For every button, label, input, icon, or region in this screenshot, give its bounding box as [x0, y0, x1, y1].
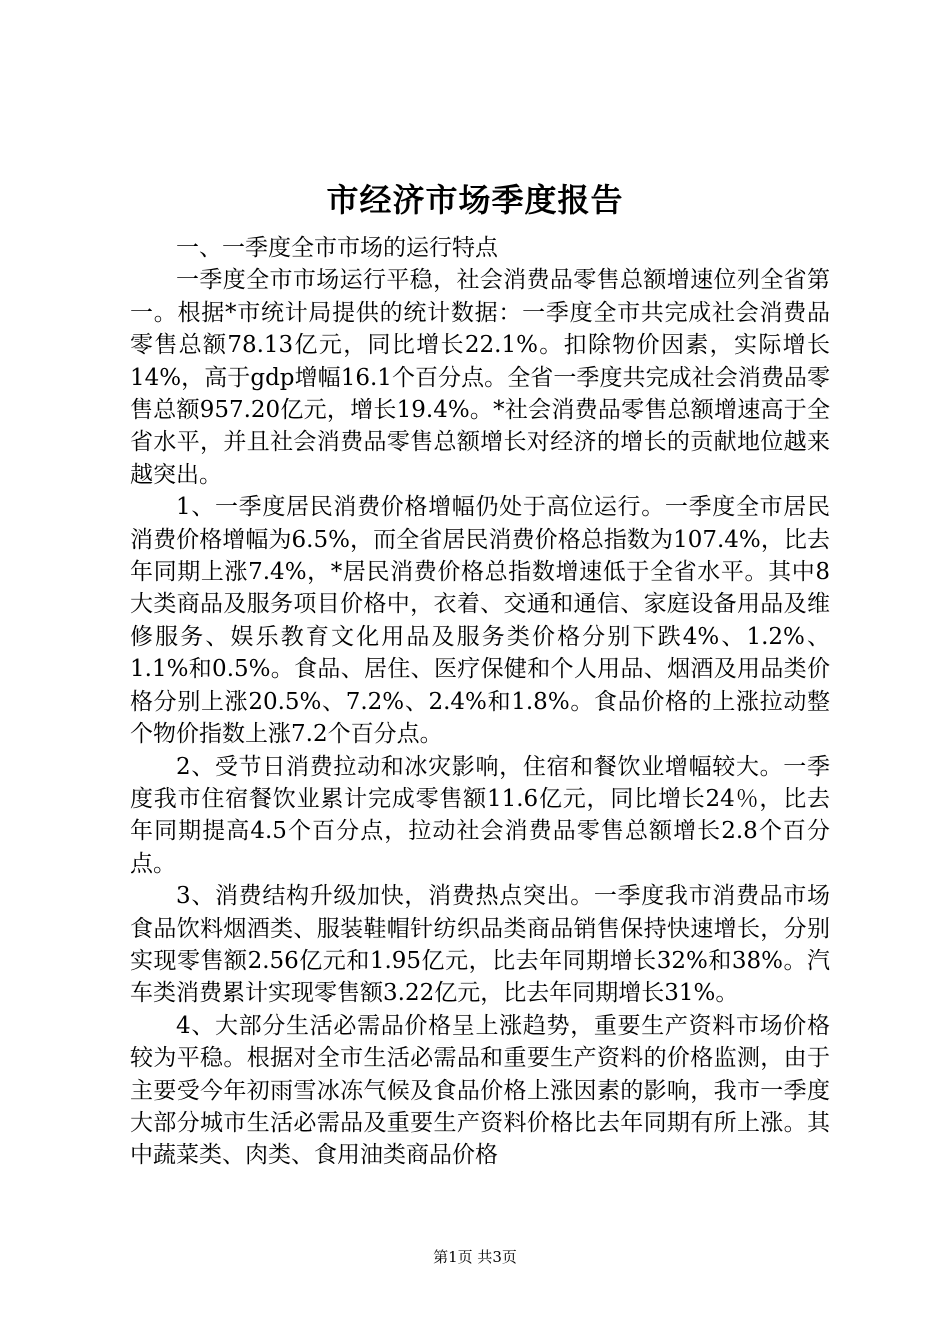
document-title: 市经济市场季度报告: [326, 181, 624, 219]
section-heading: 一、一季度全市市场的运行特点: [176, 235, 498, 261]
page-footer: 第1页 共3页: [433, 1248, 517, 1266]
document-body: [130, 232, 830, 1172]
paragraph-overview: 一季度全市市场运行平稳，社会消费品零售总额增速位列全省第一。根据*市统计局提供的统计数据：一季度全市共完成社会消费品零售总额78.13亿元，同比增长22.1%。扣除物价因素，实际增长14%，高于gdp增幅16.1个百分点。全省一季度共完成社会消费品零售总额957.20亿元，增长19.4%。*社会消费品零售总额增速高于全省水平，并且社会消费品零售总额增长对经济的增长的贡献地位越来越突出。: [130, 267, 830, 488]
paragraph-item-3: 3、消费结构升级加快，消费热点突出。一季度我市消费品市场食品饮料烟酒类、服装鞋帽针纺织品类商品销售保持快速增长，分别实现零售额2.56亿元和1.95亿元，比去年同期增长32%和38%。汽车类消费累计实现零售额3.22亿元，比去年同期增长31%。: [130, 883, 830, 1007]
paragraph-item-1: 1、一季度居民消费价格增幅仍处于高位运行。一季度全市居民消费价格增幅为6.5%，而全省居民消费价格总指数为107.4%，比去年同期上涨7.4%，*居民消费价格总指数增速低于全省水平。其中8大类商品及服务项目价格中，衣着、交通和通信、家庭设备用品及维修服务、娱乐教育文化用品及服务类价格分别下跌4%、1.2%、1.1%和0.5%。食品、居住、医疗保健和个人用品、烟酒及用品类价格分别上涨20.5%、7.2%、2.4%和1.8%。食品价格的上涨拉动整个物价指数上涨7.2个百分点。: [130, 494, 830, 748]
paragraph-item-4: 4、大部分生活必需品价格呈上涨趋势，重要生产资料市场价格较为平稳。根据对全市生活必需品和重要生产资料的价格监测，由于主要受今年初雨雪冰冻气候及食品价格上涨因素的影响，我市一季度大部分城市生活必需品及重要生产资料价格比去年同期有所上涨。其中蔬菜类、肉类、食用油类商品价格: [130, 1012, 830, 1169]
paragraph-item-2: 2、受节日消费拉动和冰灾影响，住宿和餐饮业增幅较大。一季度我市住宿餐饮业累计完成零售额11.6亿元，同比增长24％，比去年同期提高4.5个百分点，拉动社会消费品零售总额增长2.8个百分点。: [130, 753, 830, 877]
